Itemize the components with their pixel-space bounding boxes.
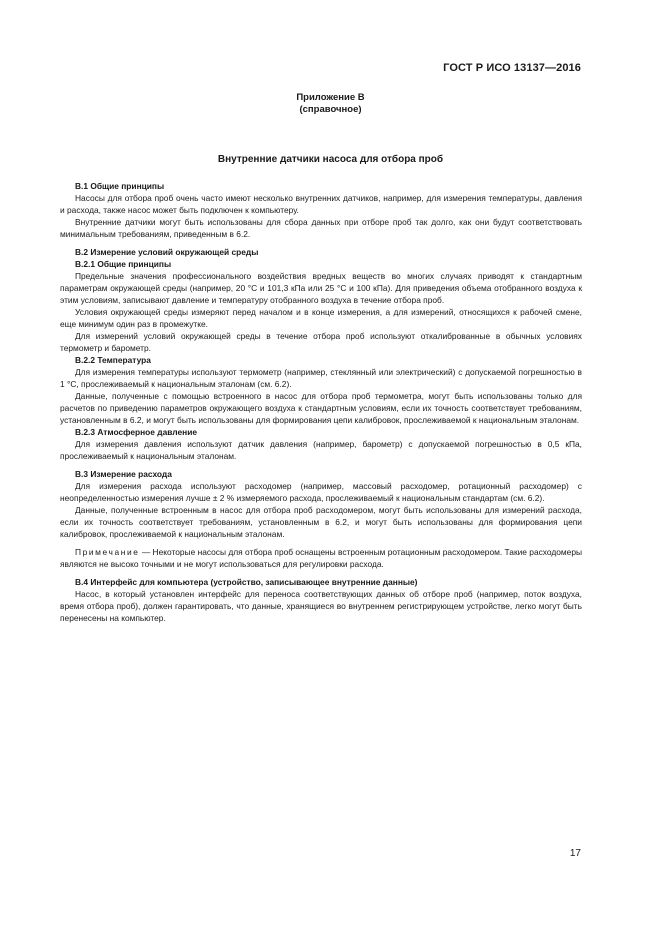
- section-b22-paragraph: Для измерения температуры используют термометр (например, стеклянный или электрический) с допускаемой погрешностью в 1 °С, прослеживаемый к национальным эталонам (см. 6.2).: [60, 367, 582, 389]
- section-b2-heading: В.2 Измерение условий окружающей среды: [75, 247, 259, 257]
- section-b22-heading: В.2.2 Температура: [75, 355, 151, 365]
- section-b4-paragraph: Насос, в который установлен интерфейс для переноса соответствующих данных об отборе проб (например, поток воздуха, время отбора проб), должен гарантировать, что данные, хранящиеся во внутреннем регистрирующем устройстве, легко могут быть перенесены на компьютер.: [60, 589, 582, 623]
- section-b23-heading: В.2.3 Атмосферное давление: [75, 427, 198, 437]
- note-label: Примечание: [75, 547, 140, 557]
- section-b21-paragraph: Условия окружающей среды измеряют перед началом и в конце измерения, а для измерений, относящихся к рабочей смене, еще минимум один раз в промежутке.: [60, 307, 582, 329]
- section-b21-paragraph: Для измерений условий окружающей среды в течение отбора проб используют откалиброванные в обычных условиях термометр и барометр.: [60, 331, 582, 353]
- appendix-header: [0, 92, 661, 116]
- section-b4-heading: В.4 Интерфейс для компьютера (устройство, записывающее внутренние данные): [75, 577, 418, 587]
- document-body: [60, 180, 582, 624]
- main-title: Внутренние датчики насоса для отбора проб: [217, 154, 444, 165]
- section-b1-paragraph: Насосы для отбора проб очень часто имеют несколько внутренних датчиков, например, для измерения температуры, давления и расхода, также насос может быть подключен к компьютеру.: [60, 193, 582, 215]
- section-b3-paragraph: Для измерения расхода используют расходомер (например, массовый расходомер, ротационный расходомер) с неопределенностью измерения лучше ± 2 % измеряемого расхода, прослеживаемый к национальным стандартам (см. 6.2).: [60, 481, 582, 503]
- section-b22-paragraph: Данные, полученные с помощью встроенного в насос для отбора проб термометра, могут быть использованы только для расчетов по приведению параметров окружающего воздуха к стандартным условиям, если их точность соответствует требованиям, установленным в 6.2, и могут быть использованы для формирования цепи калибровок, прослеживаемой к национальным эталонам.: [60, 391, 582, 425]
- appendix-title: Приложение В: [296, 92, 365, 103]
- appendix-note: (справочное): [299, 104, 362, 115]
- note-text: — Некоторые насосы для отбора проб оснащены встроенным ротационным расходомером. Такие расходомеры являются не высоко точными и не могут использоваться для регулировки расхода.: [60, 547, 582, 569]
- section-b21-heading: В.2.1 Общие принципы: [75, 259, 172, 269]
- section-b23-paragraph: Для измерения давления используют датчик давления (например, барометр) с допускаемой погрешностью в 0,5 кПа, прослеживаемый к национальным эталонам.: [60, 439, 582, 461]
- section-b21-paragraph: Предельные значения профессионального воздействия вредных веществ во многих случаях приводят к стандартным параметрам окружающей среды (например, 20 °С и 101,3 кПа или 25 °С и 100 кПа). Для приведения объема отобранного воздуха к этим условиям, записывают давление и температуру отобранного воздуха в течение отбора проб.: [60, 271, 582, 305]
- page-number: 17: [569, 848, 581, 859]
- section-b3-note: [60, 546, 582, 570]
- section-b3-heading: В.3 Измерение расхода: [75, 469, 172, 479]
- section-b1-paragraph: Внутренние датчики могут быть использованы для сбора данных при отборе проб так долго, как они будут соответствовать минимальным требованиям, приведенным в 6.2.: [60, 217, 582, 239]
- section-b1-heading: В.1 Общие принципы: [75, 181, 165, 191]
- section-b3-paragraph: Данные, полученные встроенным в насос для отбора проб расходомером, могут быть использованы для измерений расхода, если их точность соответствует требованиям, установленным в 6.2, и могут быть использованы для формирования цепи калибровок, прослеживаемой к национальным эталонам.: [60, 505, 582, 539]
- standard-code: ГОСТ Р ИСО 13137—2016: [443, 62, 581, 74]
